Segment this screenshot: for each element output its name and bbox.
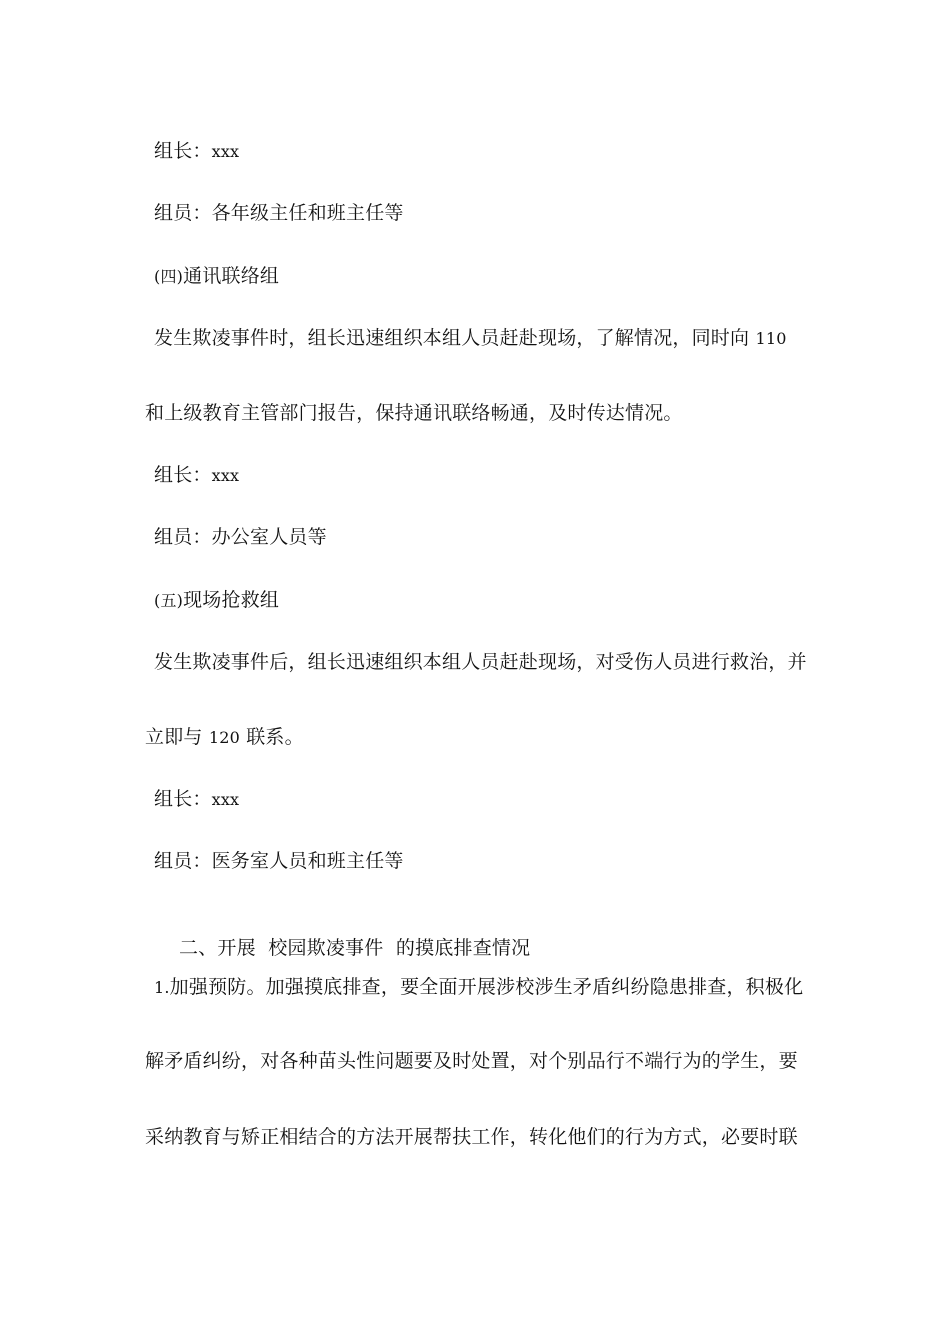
paragraph-line xyxy=(154,326,787,351)
team-leader-line xyxy=(154,463,239,488)
text-run: 120 xyxy=(208,728,240,747)
text-run: 110 xyxy=(755,329,787,348)
paragraph-line xyxy=(154,650,807,674)
paragraph-line xyxy=(154,975,803,1000)
team-leader-line xyxy=(154,787,239,812)
section-heading xyxy=(154,588,279,613)
text-run: 组长： xyxy=(154,140,212,162)
paragraph-line xyxy=(145,1049,798,1073)
text-run: 现场抢救组 xyxy=(183,589,280,611)
text-run: 通讯联络组 xyxy=(183,265,280,287)
text-run: 和上级教育主管部门报告，保持通讯联络畅通，及时传达情况。 xyxy=(145,402,683,424)
section-heading xyxy=(154,264,279,289)
text-run: 立即与 xyxy=(145,726,209,748)
text-run: 解矛盾纠纷，对各种苗头性问题要及时处置，对个别品行不端行为的学生，要 xyxy=(145,1050,798,1072)
text-run: 二、开展 校园欺凌事件 的摸底排查情况 xyxy=(178,937,531,959)
paragraph-line xyxy=(145,725,304,750)
text-run: xxx xyxy=(211,466,240,485)
text-run: xxx xyxy=(211,790,240,809)
team-leader-line xyxy=(154,139,239,164)
text-run: 加强预防。加强摸底排查，要全面开展涉校涉生矛盾纠纷隐患排查，积极化 xyxy=(169,976,804,998)
text-run: 组员：医务室人员和班主任等 xyxy=(154,850,404,872)
paragraph-line xyxy=(145,1125,798,1149)
text-run: 组长： xyxy=(154,788,212,810)
text-run: (五) xyxy=(154,591,184,610)
paragraph-line xyxy=(145,401,683,425)
text-run: 联系。 xyxy=(239,726,304,748)
text-run: 发生欺凌事件后，组长迅速组织本组人员赶赴现场，对受伤人员进行救治，并 xyxy=(154,651,807,673)
text-run: (四) xyxy=(154,267,184,286)
team-members-line xyxy=(154,849,404,873)
text-run: 1. xyxy=(154,978,170,997)
text-run: 发生欺凌事件时，组长迅速组织本组人员赶赴现场，了解情况，同时向 xyxy=(154,327,756,349)
section-heading xyxy=(154,912,530,984)
team-members-line xyxy=(154,201,404,225)
text-run: 组员：各年级主任和班主任等 xyxy=(154,202,404,224)
team-members-line xyxy=(154,525,327,549)
text-run: xxx xyxy=(211,142,240,161)
text-run: 组员：办公室人员等 xyxy=(154,526,327,548)
text-run: 组长： xyxy=(154,464,212,486)
text-run: 采纳教育与矫正相结合的方法开展帮扶工作，转化他们的行为方式，必要时联 xyxy=(145,1126,798,1148)
